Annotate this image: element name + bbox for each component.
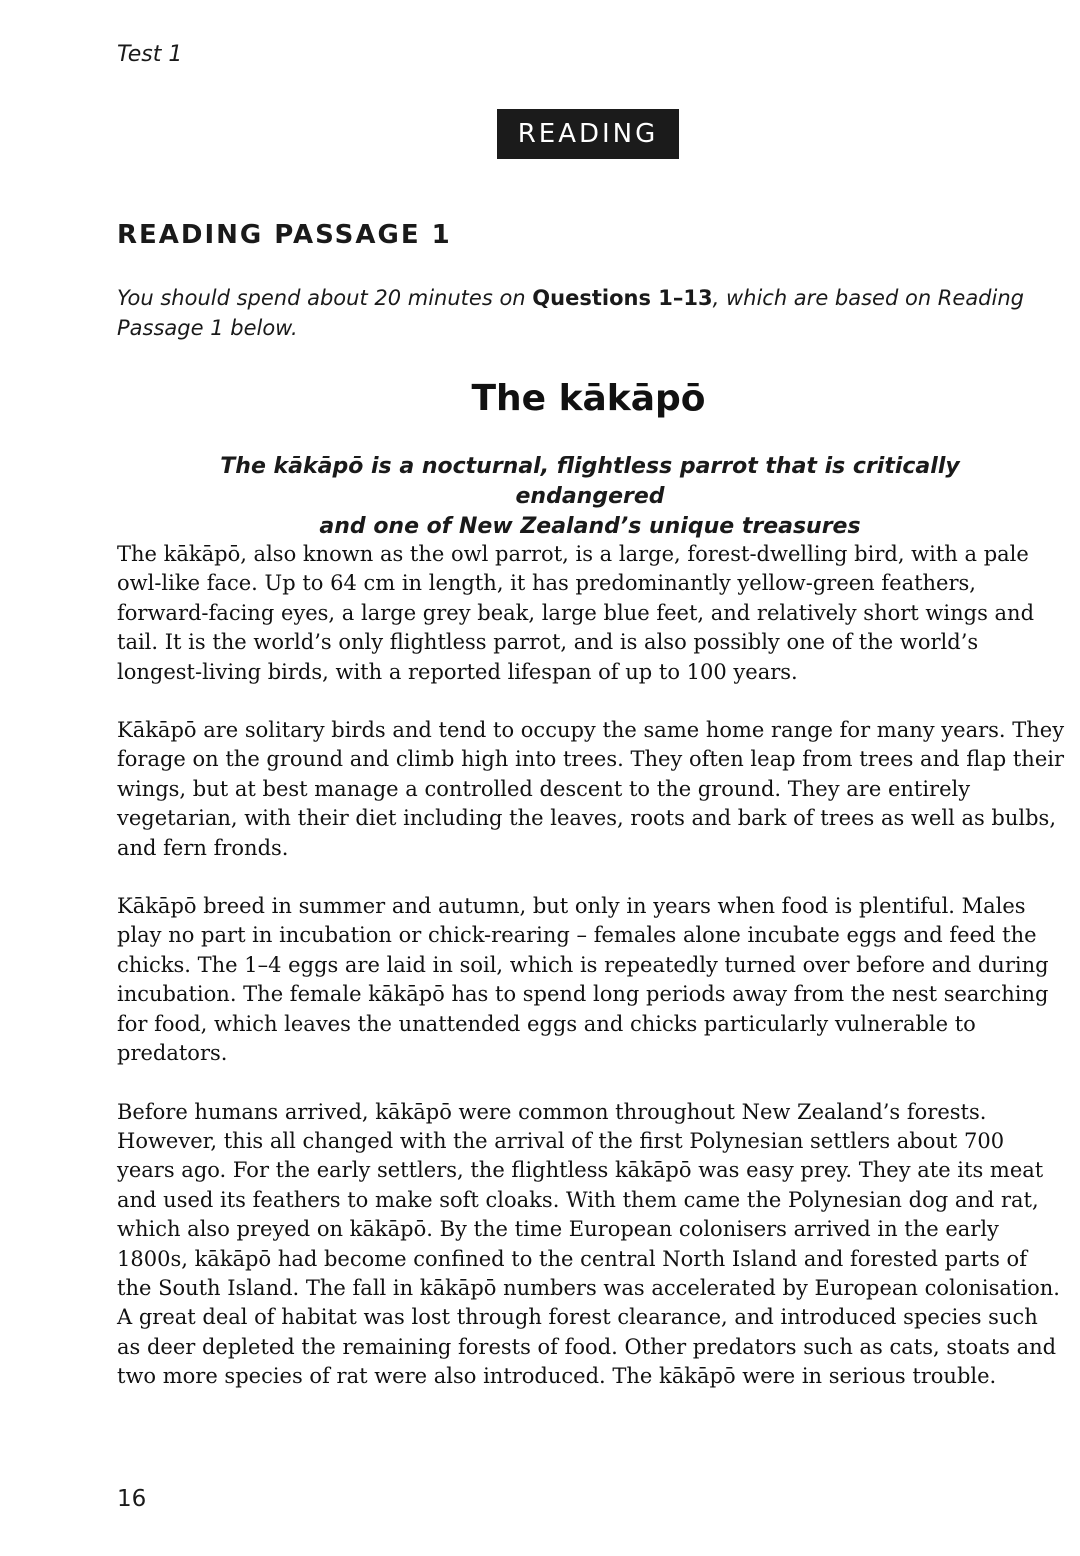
subtitle-line-2: and one of New Zealand’s unique treasures [319, 514, 861, 539]
page-number: 16 [117, 1486, 147, 1512]
running-head: Test 1 [117, 42, 183, 67]
paragraph-1: The kākāpō, also known as the owl parrot, is a large, forest-dwelling bird, with a pale owl-like face. Up to 64 cm in length, it has predominantly yellow-green feathers, forward-facing eyes, a large grey beak, large blue feet, and relatively short wings and tail. It is the world’s only flightless parrot, and is also possibly one of the world’s longest-living birds, with a reported lifespan of up to 100 years. [117, 542, 1035, 684]
paragraph-4: Before humans arrived, kākāpō were common throughout New Zealand’s forests. However, this all changed with the arrival of the first Polynesian settlers about 700 years ago. For the early settlers, the flightless kākāpō was easy prey. They ate its meat and used its feathers to make soft cloaks. With them came the Polynesian dog and rat, which also preyed on kākāpō. By the time European colonisers arrived in the early 1800s, kākāpō had become confined to the central North Island and forested parts of the South Island. The fall in kākāpō numbers was accelerated by European colonisation. A great deal of habitat was lost through forest clearance, and introduced species such as deer depleted the remaining forests of food. Other predators such as cats, stoats and two more species of rat were also introduced. The kākāpō were in serious trouble. [117, 1099, 1060, 1389]
article-subtitle [150, 452, 1030, 542]
article-title: The kākāpō [471, 378, 706, 419]
passage-heading: READING PASSAGE 1 [117, 220, 452, 250]
paragraph-3: Kākāpō breed in summer and autumn, but only in years when food is plentiful. Males play no part in incubation or chick-rearing – females alone incubate eggs and feed the chicks. The 1–4 eggs are laid in soil, which is repeatedly turned over before and during incubation. The female kākāpō has to spend long periods away from the nest searching for food, which leaves the unattended eggs and chicks particularly vulnerable to predators. [117, 894, 1049, 1066]
subtitle-line-1: The kākāpō is a nocturnal, flightless parrot that is critically endangered [220, 454, 960, 509]
instructions [117, 283, 1057, 343]
article-body [117, 540, 1067, 1421]
paragraph-2: Kākāpō are solitary birds and tend to occupy the same home range for many years. They forage on the ground and climb high into trees. They often leap from trees and flap their wings, but at best manage a controlled descent to the ground. They are entirely vegetarian, with their diet including the leaves, roots and bark of trees as well as bulbs, and fern fronds. [117, 718, 1065, 860]
instructions-text-end: , which are based on Reading Passage 1 below. [117, 286, 1024, 340]
instructions-text-start: You should spend about 20 minutes on [117, 286, 533, 310]
instructions-questions-range: Questions 1–13 [532, 286, 713, 310]
section-banner: READING [497, 109, 679, 159]
